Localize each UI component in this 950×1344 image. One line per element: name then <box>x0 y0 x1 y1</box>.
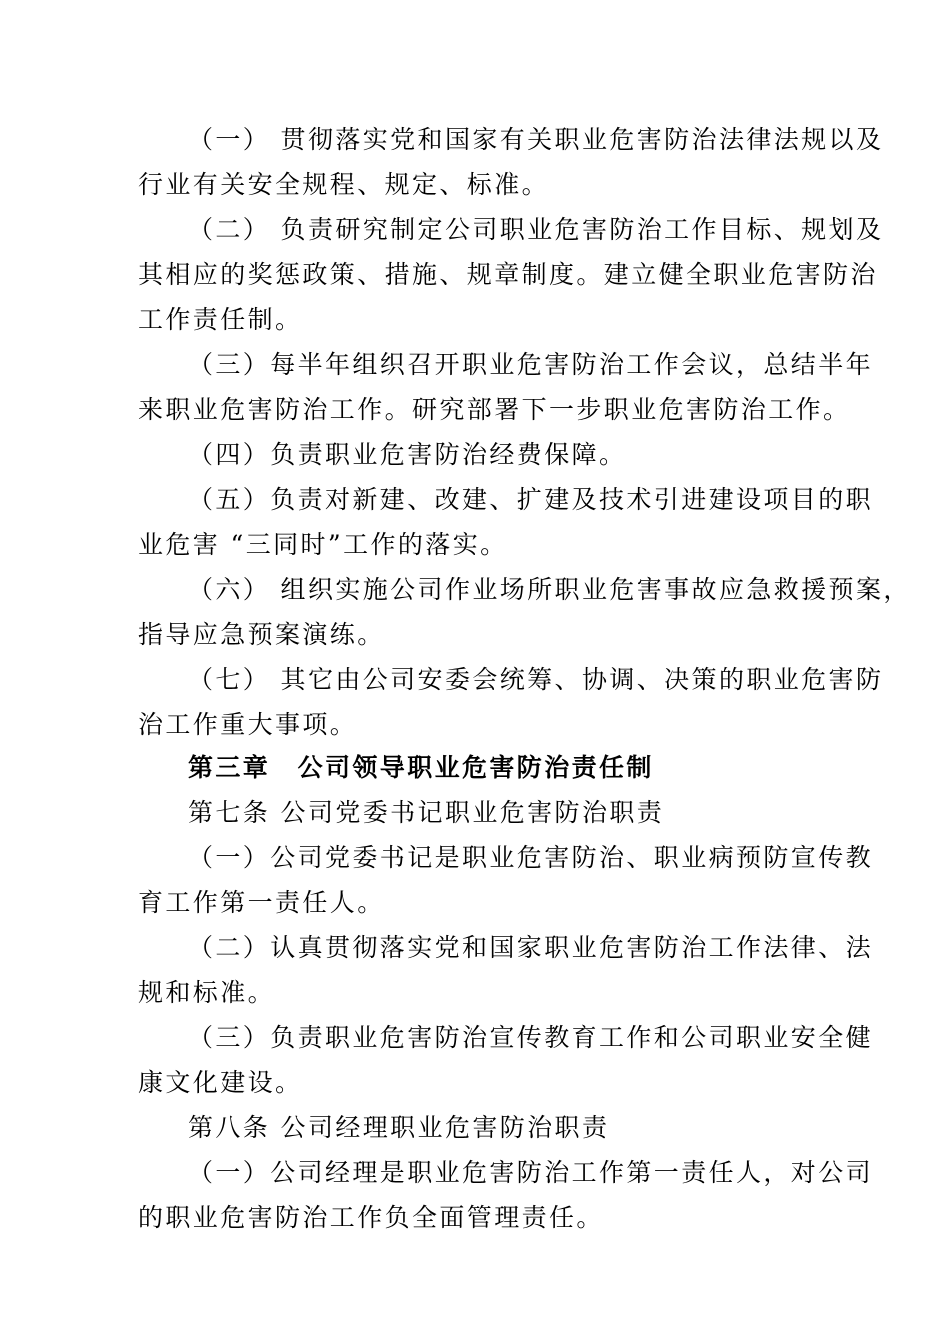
paragraph-line: （六） 组织实施公司作业场所职业危害事故应急救援预案， <box>188 575 911 604</box>
paragraph-line: （四）负责职业危害防治经费保障。 <box>188 440 627 469</box>
paragraph-line: （二） 负责研究制定公司职业危害防治工作目标、规划及 <box>188 215 884 244</box>
paragraph-line: 康文化建设。 <box>138 1068 303 1097</box>
article-heading: 第八条 公司经理职业危害防治职责 <box>188 1113 610 1142</box>
article-heading: 第七条 公司党委书记职业危害防治职责 <box>188 798 665 827</box>
paragraph-line: 规和标准。 <box>138 978 276 1007</box>
paragraph-line: 治工作重大事项。 <box>138 710 358 739</box>
paragraph-line: 工作责任制。 <box>138 305 303 334</box>
chapter-heading: 第三章 公司领导职业危害防治责任制 <box>188 753 654 782</box>
paragraph-line: （二）认真贯彻落实党和国家职业危害防治工作法律、法 <box>188 933 874 962</box>
paragraph-line: 的职业危害防治工作负全面管理责任。 <box>138 1203 604 1232</box>
paragraph-line: （三）负责职业危害防治宣传教育工作和公司职业安全健 <box>188 1023 874 1052</box>
paragraph-line: 指导应急预案演练。 <box>138 620 385 649</box>
paragraph-line: 育工作第一责任人。 <box>138 888 385 917</box>
paragraph-line: （一） 贯彻落实党和国家有关职业危害防治法律法规以及 <box>188 125 884 154</box>
paragraph-line: 业危害 “三同时”工作的落实。 <box>138 530 508 559</box>
paragraph-line: 来职业危害防治工作。研究部署下一步职业危害防治工作。 <box>138 395 851 424</box>
paragraph-line: （一）公司经理是职业危害防治工作第一责任人，对公司 <box>188 1158 874 1187</box>
paragraph-line: （七） 其它由公司安委会统筹、协调、决策的职业危害防 <box>188 665 884 694</box>
paragraph-line: （五）负责对新建、改建、扩建及技术引进建设项目的职 <box>188 485 874 514</box>
paragraph-line: 其相应的奖惩政策、措施、规章制度。建立健全职业危害防治 <box>138 260 878 289</box>
paragraph-line: （三）每半年组织召开职业危害防治工作会议，总结半年 <box>188 350 874 379</box>
paragraph-line: 行业有关安全规程、规定、标准。 <box>138 170 550 199</box>
paragraph-line: （一）公司党委书记是职业危害防治、职业病预防宣传教 <box>188 843 874 872</box>
